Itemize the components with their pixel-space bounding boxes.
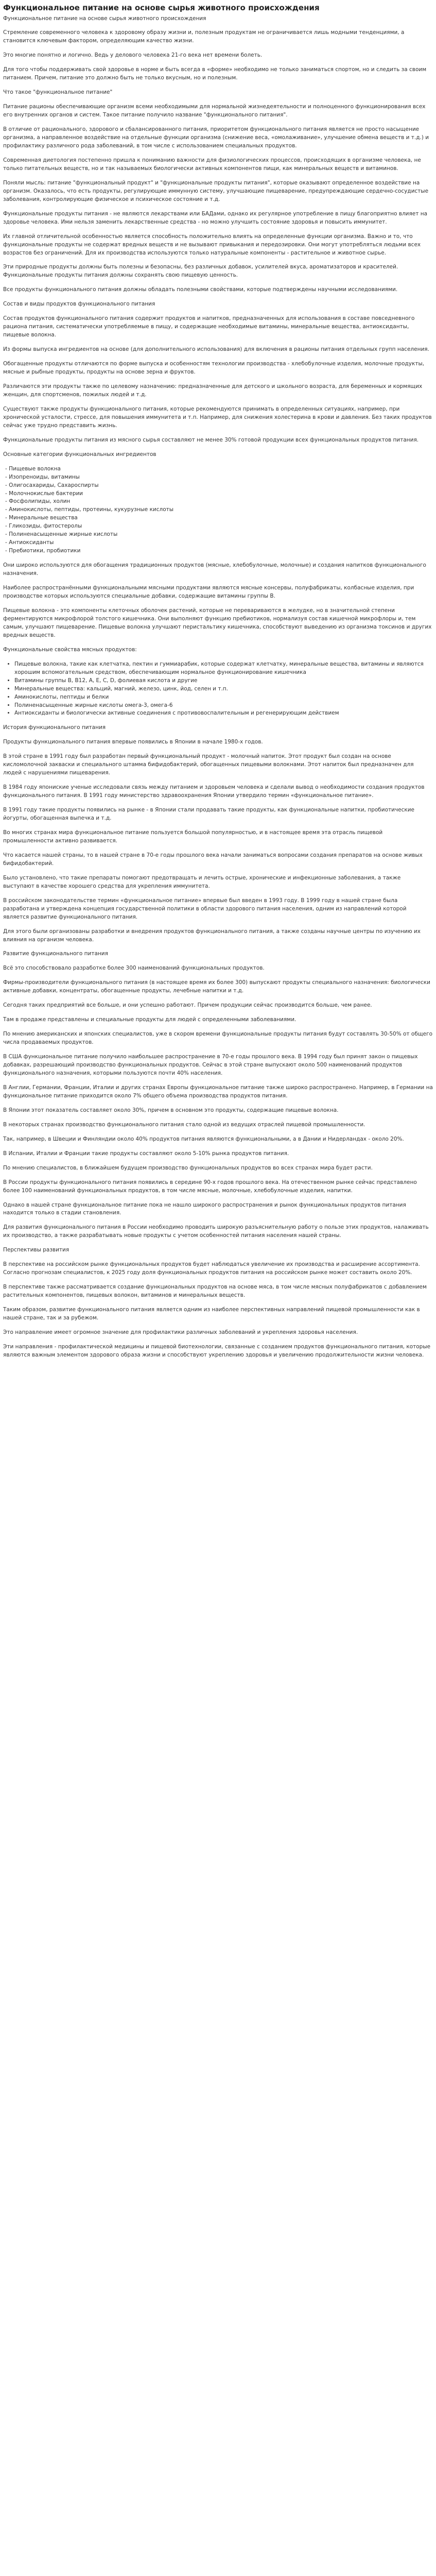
- paragraph: Это направление имеет огромное значение для профилактики различных заболеваний и укрепления здоровья населения.: [3, 1329, 358, 1336]
- paragraph: Они широко используются для обогащения традиционных продуктов (мясные, хлебобулочные, молочные) и создания напитков функционального назначения.: [3, 562, 426, 577]
- paragraph: Поняли мысль: питание "функциональный продукт" и "функциональные продукты питания", которые оказывают определенное воздействие на организм. Оказалось, что есть продукты, регулирующие иммунную систему, улучшающие пищеварение, предупреждающие сердечно-сосудистые заболевания, контролирующие физическое и психическое состояние и т.д.: [3, 179, 429, 202]
- paragraph: Различаются эти продукты также по целевому назначению: предназначенные для детского и школьного возраста, для беременных и кормящих женщин, для спортсменов, пожилых людей и т.д.: [3, 383, 423, 398]
- paragraph: Функциональные продукты питания - не являются лекарствами или БАДами, однако их регулярное употребление в пищу благоприятно влияет на здоровье человека. Ими нельзя заменить лекарственные средства - но можно улучшить состояние здоровья и повысить иммунитет.: [3, 210, 428, 225]
- paragraph: Все продукты функционального питания должны обладать полезными свойствами, которые подтверждены научными исследованиями.: [3, 286, 398, 293]
- list-item: - Аминокислоты, пептиды, протеины, кукурузные кислоты: [5, 506, 433, 514]
- paragraph: Их главной отличительной особенностью является способность положительно влиять на определенные функции организма. Важно и то, что функциональные продукты не содержат вредных веществ и не вызывают привыкания и передозировки. Они могут употребляться людьми всех возрастов без ограничений. Для их производства используются только натуральные компоненты - растительное и животное сырье.: [3, 233, 421, 256]
- paragraph: В Японии этот показатель составляет около 30%, причем в основном это продукты, содержащие пищевые волокна.: [3, 1107, 339, 1113]
- paragraph: Фирмы-производители функционального питания (в настоящее время их более 300) выпускают продукты специального назначения: биологически активные добавки, концентраты, обогащенные продукты, лечебные напитки и т.д.: [3, 979, 430, 994]
- paragraph: Обогащенные продукты отличаются по форме выпуска и особенностям технологии производства - хлебобулочные изделия, молочные продукты, мясные и рыбные продукты, продукты на основе зерна и фруктов.: [3, 361, 425, 376]
- list-item: - Минеральные вещества: [5, 514, 433, 522]
- section-heading: Развитие функционального питания: [3, 951, 108, 957]
- benefits-section: [3, 646, 433, 718]
- paragraph: В России продукты функционального питания появились в середине 90-х годов прошлого века. На отечественном рынке сейчас представлено более 100 наименований функциональных продуктов, в том числе мясные, молочные, хлебобулочные изделия, напитки.: [3, 1179, 417, 1194]
- paragraph: Для того чтобы поддерживать свой здоровье в норме и быть всегда в «форме» необходимо не только заниматься спортом, но и следить за своим питанием. Причем, питание это должно быть не только вкусным, но и полезным.: [3, 66, 427, 81]
- paragraph: Это многие понятно и логично. Ведь у делового человека 21-го века нет времени болеть.: [3, 52, 263, 59]
- section-heading: Что такое "функциональное питание": [3, 89, 113, 96]
- paragraph: В 1984 году япониские ученые исследовали связь между питанием и здоровьем человека и сделали вывод о необходимости создания продуктов функционального питания. В 1991 году министерство здравоохранения Японии утвердило термин «функциональное питание».: [3, 784, 425, 799]
- paragraph: В этой стране в 1991 году был разработан первый функциональный продукт - молочный напиток. Этот продукт был создан на основе кисломолочной закваски и специального штамма бифидобактерий, обогащенных пищевыми волокнами. Этот напиток был предназначен для людей с нарушениями пищеварения.: [3, 753, 414, 776]
- intro-section: [3, 29, 433, 294]
- list-item: - Пищевые волокна: [5, 465, 433, 473]
- paragraph: В отличие от рационального, здорового и сбалансированного питания, приоритетом функционального питания является не просто насыщение организма, а направленное воздействие на отдельные функции организма (снижение веса, «омолаживание», улучшение обмена веществ и т.д.) и профилактику различного рода заболеваний, в том числе с использованием специальных продуктов.: [3, 126, 429, 149]
- list-item: • Минеральные вещества: кальций, магний, железо, цинк, йод, селен и т.п.: [14, 685, 433, 693]
- paragraph: Продукты функционального питания впервые появились в Японии в начале 1980-х годов.: [3, 739, 263, 745]
- paragraph: Так, например, в Швеции и Финляндии около 40% продуктов питания являются функциональными, а в Дании и Нидерландах - около 20%.: [3, 1136, 404, 1142]
- paragraph: Стремление современного человека к здоровому образу жизни и, полезным продуктам не ограничивается лишь модными тенденциями, а становится ключевым фактором, определяющим качество жизни.: [3, 29, 405, 44]
- paragraph: Пищевые волокна - это компоненты клеточных оболочек растений, которые не перевариваются в желудке, но в значительной степени ферментируются микрофлорой толстого кишечника. Они выполняют функцию пребиотиков, нормализуя состав кишечной микрофлоры и, тем самым, улучшают пищеварение. Пищевые волокна улучшают перистальтику кишечника, способствуют выведению из организма токсинов и других вредных веществ.: [3, 607, 432, 638]
- paragraph: Наиболее распространёнными функциональными мясными продуктами являются мясные консервы, полуфабрикаты, колбасные изделия, при производстве которых используются специальные добавки, содержащие витамины группы В.: [3, 585, 414, 600]
- paragraph: В 1991 году такие продукты появились на рынке - в Японии стали продавать такие продукты, как функциональные напитки, пробиотические йогурты, обогащенная выпечка и т.д.: [3, 807, 415, 822]
- paragraph: Там в продаже представлены и специальные продукты для людей с определенными заболеваниями.: [3, 1016, 297, 1023]
- composition-section: [3, 300, 433, 444]
- list-item: • Полиненасыщенные жирные кислоты омега-3, омега-6: [14, 702, 433, 710]
- list-item: - Молочнокислые бактерии: [5, 490, 433, 498]
- paragraph: Функциональные продукты питания из мясного сырья составляют не менее 30% готовой продукции всех функциональных продуктов питания.: [3, 436, 419, 443]
- paragraph: Было установлено, что такие препараты помогают предотвращать и лечить острые, хронические и инфекционные заболевания, а также выступают в качестве хорошего средства для укрепления иммунитета.: [3, 874, 401, 889]
- section-heading: История функционального питания: [3, 724, 106, 731]
- paragraph: Из формы выпуска ингредиентов на основе (для дополнительного использования) для включения в рационы питания отдельных групп населения.: [3, 346, 429, 353]
- list-item: - Пребиотики, пробиотики: [5, 547, 433, 555]
- section-heading: Состав и виды продуктов функционального питания: [3, 301, 155, 308]
- list-item: • Витамины группы В, В12, А, Е, С, D, фолиевая кислота и другие: [14, 677, 433, 685]
- article-subtitle: Функциональное питание на основе сырья животного происхождения: [3, 15, 206, 22]
- paragraph: Современная диетология постепенно пришла к пониманию важности для физиологических процессов, происходящих в организме человека, не только питательных веществ, но и так называемых биологически активных компонентов пищи, как минеральных веществ и витаминов.: [3, 157, 421, 172]
- world-section: [3, 1053, 433, 1173]
- paragraph: В перспективе на российском рынке функциональных продуктов будет наблюдаться увеличение их производства и расширение ассортимента. Согласно прогнозам специалистов, к 2025 году доля функциональных продуктов питания на российском рынке может составить около 20%.: [3, 1261, 420, 1276]
- outlook-section: [3, 1246, 433, 1337]
- section-heading: Основные категории функциональных ингредиентов: [3, 451, 156, 457]
- paragraph: Таким образом, развитие функционального питания является одним из наиболее перспективных направлений пищевой промышленности как в нашей стране, так и за рубежом.: [3, 1307, 420, 1321]
- paragraph: В некоторых странах производство функционального питания стало одной из ведущих отраслей пищевой промышленности.: [3, 1121, 365, 1128]
- paragraph: Во многих странах мира функциональное питание пользуется большой популярностью, и в настоящее время эта отрасль пищевой промышленности активно развивается.: [3, 829, 383, 844]
- paragraph: По мнению специалистов, в ближайшем будущем производство функциональных продуктов во всех странах мира будет расти.: [3, 1164, 373, 1171]
- ingredients-section: [3, 451, 433, 640]
- ingredients-list: [3, 465, 433, 555]
- list-item: - Полиненасыщенные жирные кислоты: [5, 531, 433, 539]
- paragraph: В Англии, Германии, Франции, Италии и других странах Европы функциональное питание также широко распространено. Например, в Германии на функциональное питание приходится около 7% общего объема производства продуктов питания.: [3, 1084, 433, 1099]
- development-section: [3, 950, 433, 1047]
- paragraph: Однако в нашей стране функциональное питание пока не нашло широкого распространения и рынок функциональных продуктов питания находится только в стадии становления.: [3, 1201, 406, 1216]
- paragraph: В Испании, Италии и Франции такие продукты составляют около 5-10% рынка продуктов питания.: [3, 1150, 289, 1157]
- list-item: • Аминокислоты, пептиды и белки: [14, 693, 433, 702]
- paragraph: Эти природные продукты должны быть полезны и безопасны, без различных добавок, усилителей вкуса, ароматизаторов и красителей. Функциональные продукты питания должны сохранять свою пищевую ценность.: [3, 264, 398, 279]
- list-item: • Пищевые волокна, такие как клетчатка, пектин и гуммиарабик, которые содержат клетчатку, минеральные вещества, витамины и являются хорошим вспомогательным средством, обеспечивающим нормальное функционирование кишечника: [14, 660, 433, 677]
- list-item: - Олигосахариды, Сахароспирты: [5, 482, 433, 490]
- paragraph: Питание рационы обеспечивающие организм всеми необходимыми для нормальной жизнедеятельности и полноценного функционирования всех его внутренних органов и систем. Такое питание получило название "функционального питания".: [3, 104, 426, 118]
- paragraph: Всё это способствовало разработке более 300 наименований функциональных продуктов.: [3, 965, 265, 972]
- list-item: - Гликозиды, фитостеролы: [5, 522, 433, 531]
- russia-section: [3, 1179, 433, 1241]
- paragraph: Существуют также продукты функционального питания, которые рекомендуются принимать в определенных ситуациях, например, при хронической усталости, стрессе, для повышения иммунитета и т.п. Например, для снижения холестерина в крови и давления. Без таких продуктов сейчас уже трудно представить жизнь.: [3, 405, 432, 429]
- paragraph: По мнению американских и японских специалистов, уже в скором времени функциональные продукты питания будут составлять 30-50% от общего числа продаваемых продуктов.: [3, 1031, 433, 1046]
- section-heading: Функциональные свойства мясных продуктов:: [3, 646, 137, 653]
- article-title: Функциональное питание на основе сырья животного происхождения: [3, 3, 320, 12]
- paragraph: Сегодня таких предприятий все больше, и они успешно работают. Причем продукции сейчас производится больше, чем ранее.: [3, 1002, 372, 1009]
- list-item: • Антиоксиданты и биологически активные соединения с противовоспалительным и регенерирующим действием: [14, 709, 433, 718]
- paragraph: Состав продуктов функционального питания содержит продуктов и напитков, предназначенных для использования в составе повседневного рациона питания, систематически употребляемые в пищу, и содержащие необходимые витамины, минеральные вещества, антиоксиданты, пищевые волокна.: [3, 315, 415, 338]
- paragraph: Что касается нашей страны, то в нашей стране в 70-е годы прошлого века начали заниматься вопросами создания препаратов на основе живых бифидобактерий.: [3, 852, 423, 867]
- section-heading: Перспективы развития: [3, 1247, 69, 1253]
- history-section: [3, 724, 433, 944]
- list-item: - Фосфолипиды, холин: [5, 498, 433, 506]
- list-item: - Изопреноиды, витамины: [5, 473, 433, 482]
- conclusion-paragraph: Эти направления - профилактической медицины и пищевой биотехнологии, связанные с созданием продуктов функционального питания, которые являются важным элементом здорового образа жизни и способствуют укреплению здоровья и увеличению продолжительности жизни человека.: [3, 1343, 431, 1358]
- paragraph: Для этого были организованы разработки и внедрения продуктов функционального питания, а также созданы научные центры по изучению их влияния на организм человека.: [3, 928, 421, 943]
- benefits-list: [3, 660, 433, 718]
- paragraph: В США функциональное питание получило наибольшее распространение в 70-е годы прошлого века. В 1994 году был принят закон о пищевых добавках, разрешающий производство функциональных продуктов. Сейчас в этой стране выпускают около 500 наименований продуктов функционального назначения, которыми пользуются почти 40% населения.: [3, 1054, 418, 1076]
- paragraph: В перспективе также рассматривается создание функциональных продуктов на основе мяса, в том числе мясных полуфабрикатов с добавлением растительных компонентов, пищевых волокон, витаминов и минеральных веществ.: [3, 1284, 427, 1299]
- paragraph: В российском законодательстве термин «функциональное питание» впервые был введен в 1993 году. В 1999 году в нашей стране была разработана и утверждена концепция государственной политики в области здорового питания населения, одним из направлений которой является развитие функционального питания.: [3, 897, 407, 920]
- list-item: - Антиоксиданты: [5, 539, 433, 547]
- paragraph: Для развития функционального питания в России необходимо проводить широкую разъяснительную работу о пользе этих продуктов, налаживать их производство, а также разрабатывать новые продукты с учетом особенностей питания населения нашей страны.: [3, 1224, 429, 1239]
